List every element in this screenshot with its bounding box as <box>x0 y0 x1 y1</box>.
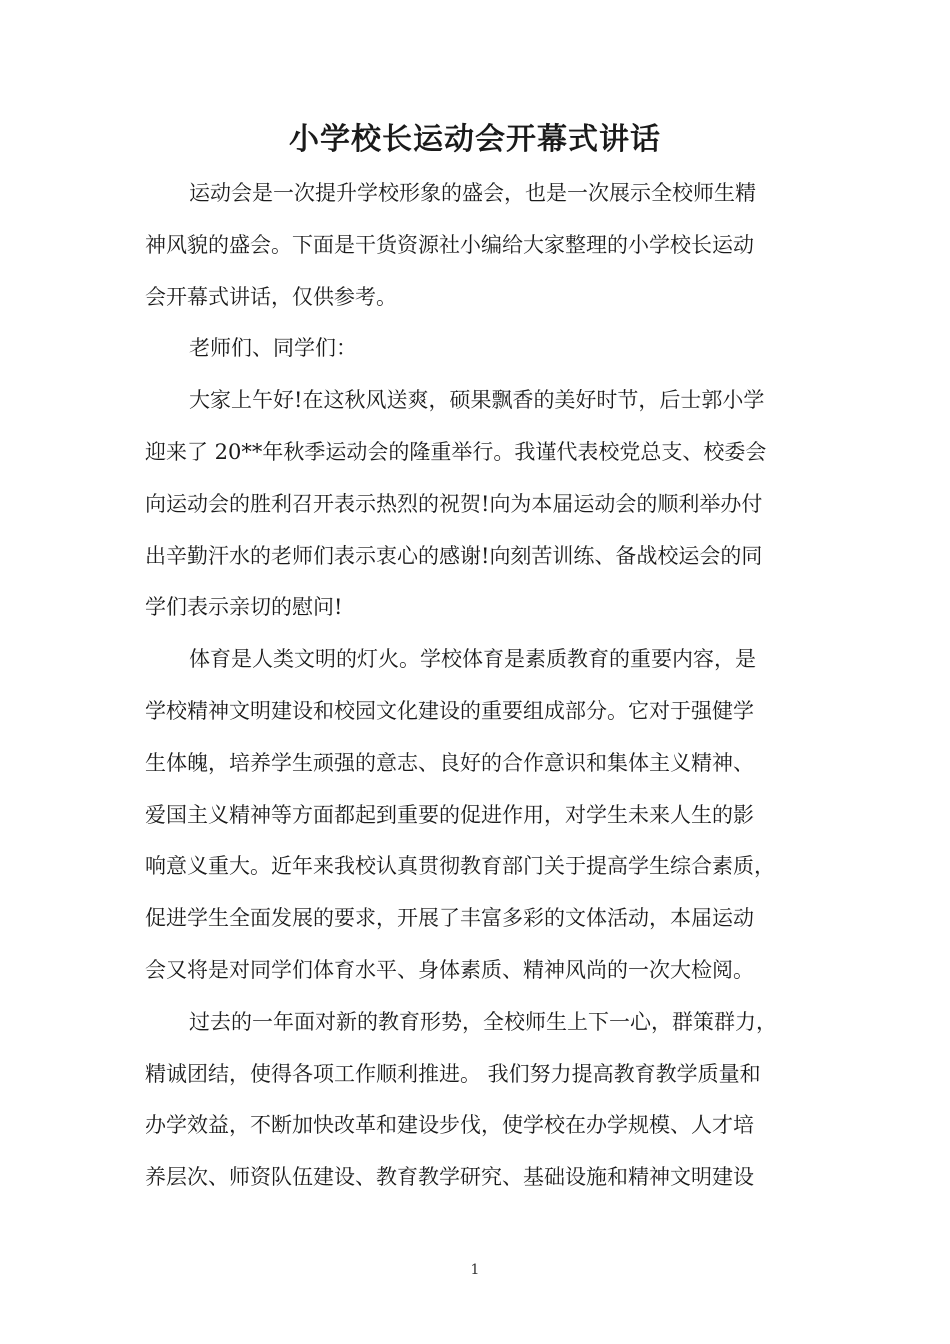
text-line: 办学效益，不断加快改革和建设步伐，使学校在办学规模、人才培 <box>145 1113 754 1138</box>
document-body <box>145 168 825 1204</box>
text-line: 学校精神文明建设和校园文化建设的重要组成部分。它对于强健学 <box>145 698 754 723</box>
text-line: 学们表示亲切的慰问! <box>145 595 343 620</box>
text-line: 大家上午好!在这秋风送爽，硕果飘香的美好时节，后士郭小学 <box>189 388 765 413</box>
page-number: 1 <box>470 1262 480 1278</box>
text-line: 促进学生全面发展的要求，开展了丰富多彩的文体活动，本届运动 <box>145 906 754 931</box>
text-line: 会又将是对同学们体育水平、身体素质、精神风尚的一次大检阅。 <box>145 957 754 982</box>
text-line: 养层次、师资队伍建设、教育教学研究、基础设施和精神文明建设 <box>145 1165 754 1190</box>
text-line: 响意义重大。近年来我校认真贯彻教育部门关于提高学生综合素质， <box>145 854 775 879</box>
text-line: 会开幕式讲话，仅供参考。 <box>145 284 397 309</box>
text-line: 出辛勤汗水的老师们表示衷心的感谢!向刻苦训练、备战校运会的同 <box>145 543 763 568</box>
text-line: 精诚团结，使得各项工作顺利推进。 我们努力提高教育教学质量和 <box>145 1061 761 1086</box>
text-line: 迎来了 20**年秋季运动会的隆重举行。我谨代表校党总支、校委会 <box>145 439 767 464</box>
text-line: 神风貌的盛会。下面是干货资源社小编给大家整理的小学校长运动 <box>145 232 754 257</box>
text-line: 运动会是一次提升学校形象的盛会，也是一次展示全校师生精 <box>189 181 756 205</box>
text-line: 老师们、同学们： <box>189 336 357 361</box>
text-line: 体育是人类文明的灯火。学校体育是素质教育的重要内容，是 <box>189 647 756 672</box>
text-line: 生体魄，培养学生顽强的意志、良好的合作意识和集体主义精神、 <box>145 750 754 775</box>
document-title: 小学校长运动会开幕式讲话 <box>289 122 661 157</box>
text-line: 过去的一年面对新的教育形势，全校师生上下一心，群策群力， <box>189 1009 777 1034</box>
text-line: 向运动会的胜利召开表示热烈的祝贺!向为本届运动会的顺利举办付 <box>145 491 763 516</box>
text-line: 爱国主义精神等方面都起到重要的促进作用，对学生未来人生的影 <box>145 802 754 827</box>
